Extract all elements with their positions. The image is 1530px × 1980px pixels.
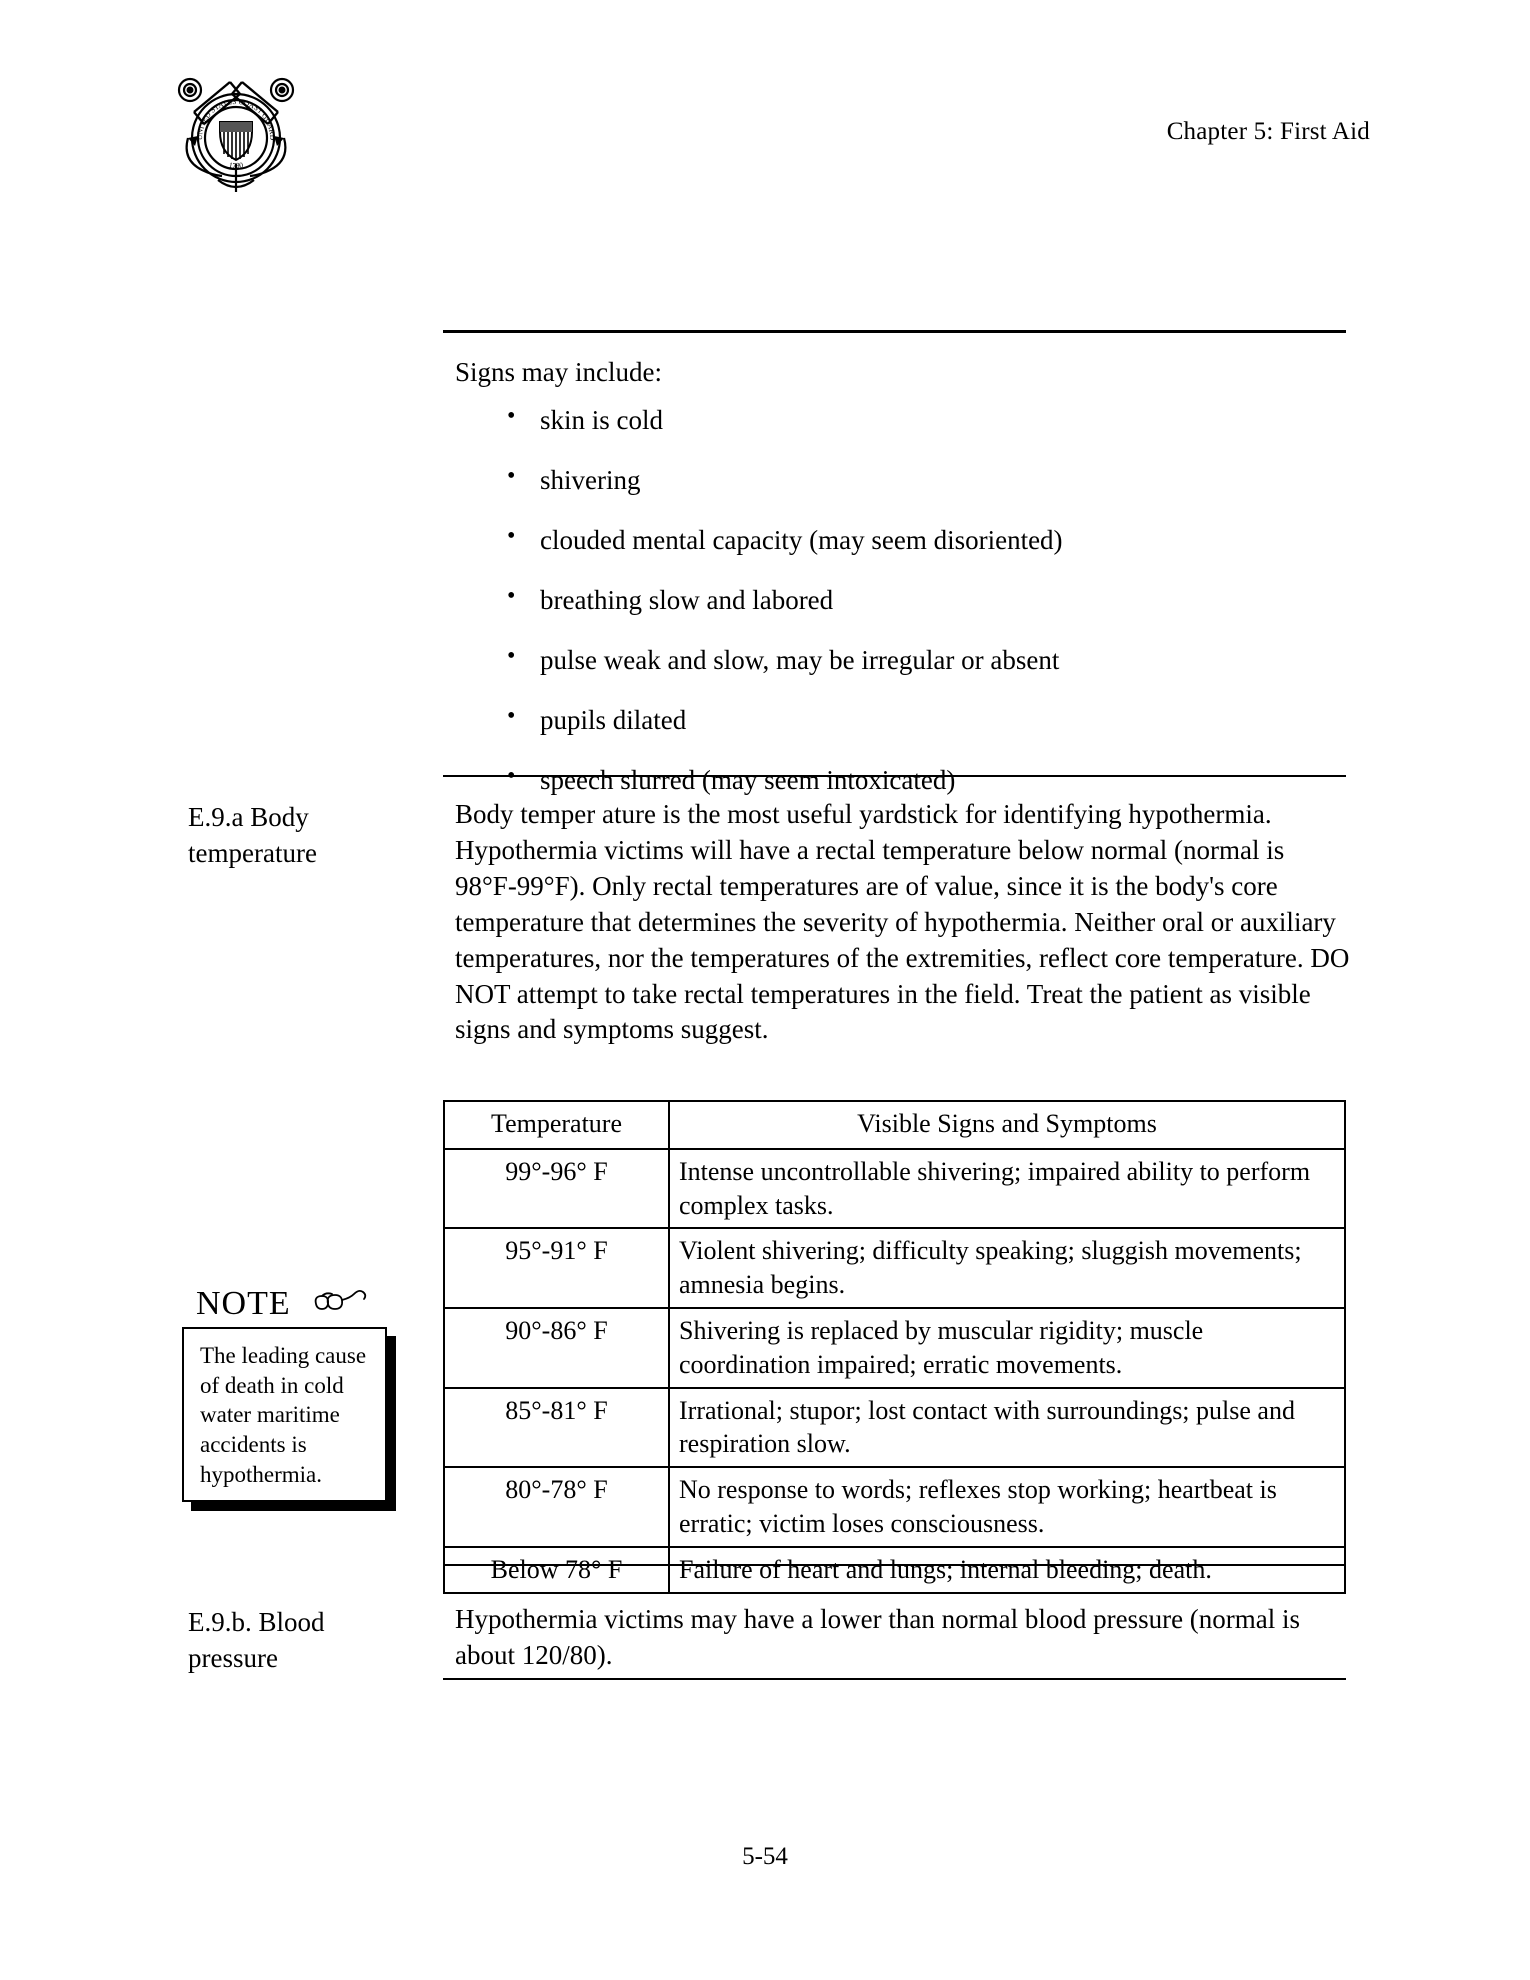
cell-symptoms: No response to words; reflexes stop working; heartbeat is erratic; victim loses consciousness. — [669, 1467, 1345, 1547]
table-row — [444, 1388, 1345, 1468]
note-text: The leading cause of death in cold water maritime accidents is hypothermia. — [200, 1343, 367, 1487]
list-item-label: breathing slow and labored — [540, 585, 834, 616]
list-item — [455, 765, 1350, 796]
seal-outer-text: UNITED STATES COAST GUARD — [194, 96, 278, 141]
horizontal-rule-section-b-bottom — [443, 1678, 1346, 1680]
list-item-label: pupils dilated — [540, 705, 687, 736]
list-item-label: pulse weak and slow, may be irregular or absent — [540, 645, 1060, 676]
pointing-hand-flourish-icon — [312, 1283, 372, 1321]
section-body-e9a — [455, 797, 1350, 1048]
cell-temperature: 80°-78° F — [444, 1467, 669, 1547]
cell-symptoms: Failure of heart and lungs; internal bleeding; death. — [669, 1547, 1345, 1593]
cell-temperature: 90°-86° F — [444, 1308, 669, 1388]
column-header-symptoms: Visible Signs and Symptoms — [669, 1101, 1345, 1149]
list-item-label: shivering — [540, 465, 641, 496]
section-body-e9b-text: Hypothermia victims may have a lower than normal blood pressure (normal is about 120/80). — [455, 1604, 1301, 1670]
section-body-e9a-text: Body temper ature is the most useful yardstick for identifying hypothermia. Hypothermia victims will have a rectal temperature below normal (normal is 98°F-99°F). Only rectal temperatures are of value, since it is the body's core temperature that determines the severity of hypothermia. Neither oral or auxiliary temperatures, nor the temperatures of the extremities, reflect core temperature. DO NOT attempt to take rectal temperatures in the field. Treat the patient as visible signs and symptoms suggest. — [455, 799, 1350, 1045]
list-item — [455, 585, 1350, 616]
section-label-e9a: E.9.a Body temperature — [188, 802, 317, 868]
list-item — [455, 405, 1350, 436]
table-row — [444, 1149, 1345, 1229]
signs-intro-text: Signs may include: — [455, 357, 662, 387]
table-row — [444, 1308, 1345, 1388]
table-row — [444, 1228, 1345, 1308]
section-label-e9b: E.9.b. Blood pressure — [188, 1607, 325, 1673]
cell-symptoms: Violent shivering; difficulty speaking; sluggish movements; amnesia begins. — [669, 1228, 1345, 1308]
temperature-signs-table — [443, 1100, 1346, 1594]
signs-bullet-list — [455, 405, 1350, 825]
cell-temperature: Below 78° F — [444, 1547, 669, 1593]
table-row — [444, 1547, 1345, 1593]
cell-temperature: 85°-81° F — [444, 1388, 669, 1468]
cell-temperature: 99°-96° F — [444, 1149, 669, 1229]
list-item — [455, 645, 1350, 676]
list-item — [455, 705, 1350, 736]
cell-symptoms: Shivering is replaced by muscular rigidity; muscle coordination impaired; erratic movements. — [669, 1308, 1345, 1388]
horizontal-rule-top — [443, 330, 1346, 333]
us-coast-guard-seal-icon — [168, 68, 304, 194]
page-number: 5-54 — [742, 1843, 788, 1870]
list-item — [455, 525, 1350, 556]
cell-symptoms: Intense uncontrollable shivering; impaired ability to perform complex tasks. — [669, 1149, 1345, 1229]
cell-temperature: 95°-91° F — [444, 1228, 669, 1308]
table-header-row — [444, 1101, 1345, 1149]
chapter-header: Chapter 5: First Aid — [1166, 118, 1370, 145]
column-header-temperature: Temperature — [444, 1101, 669, 1149]
cell-symptoms: Irrational; stupor; lost contact with surroundings; pulse and respiration slow. — [669, 1388, 1345, 1468]
list-item — [455, 465, 1350, 496]
list-item-label: skin is cold — [540, 405, 664, 435]
list-item-label: speech slurred (may seem intoxicated) — [540, 765, 956, 796]
list-item-label: clouded mental capacity (may seem disoriented) — [540, 525, 1063, 556]
note-callout-box — [182, 1327, 387, 1502]
note-heading-label: NOTE — [196, 1285, 291, 1322]
note-heading — [196, 1283, 372, 1323]
seal-year-text: 1790 — [228, 160, 244, 171]
table-row — [444, 1467, 1345, 1547]
section-body-e9b — [455, 1602, 1350, 1674]
